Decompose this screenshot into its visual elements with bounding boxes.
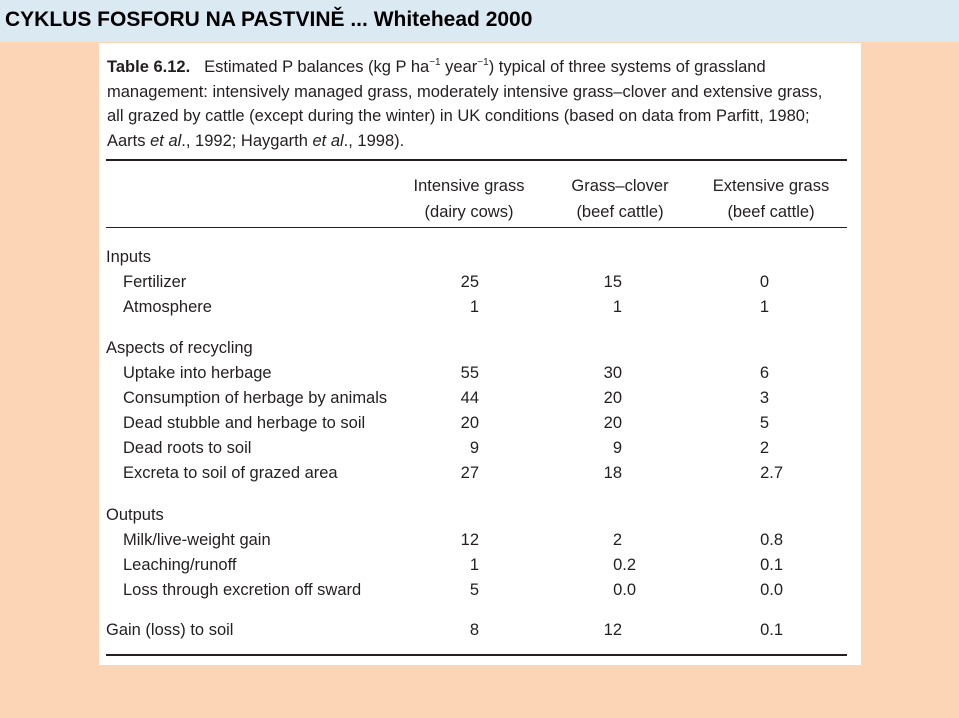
- caption-italic: et al: [150, 131, 182, 150]
- table-number: Table 6.12.: [107, 58, 191, 76]
- section-title-inputs: Inputs: [106, 248, 151, 266]
- caption-text: ., 1992; Haygarth: [181, 131, 313, 150]
- column-header-extensive: [701, 173, 841, 225]
- table-cell: 0.8: [760, 531, 783, 549]
- row-label: Loss through excretion off sward: [123, 581, 362, 599]
- table-cell: 5: [759, 414, 769, 432]
- caption-text: Estimated P balances (kg P ha: [204, 58, 430, 76]
- row-label: Leaching/runoff: [123, 556, 237, 574]
- table-cell: 20: [460, 414, 479, 432]
- header-rule: [106, 227, 847, 228]
- caption-italic: et al: [312, 131, 344, 150]
- table-cell: 20: [603, 389, 622, 407]
- table-cell: 1: [759, 298, 769, 316]
- table-cell: 18: [603, 464, 622, 482]
- table-cell: 25: [460, 273, 479, 291]
- slide-title-bar: [0, 0, 959, 42]
- table-cell: 0.0: [760, 581, 783, 599]
- table-cell: 15: [603, 273, 622, 291]
- table-cell: 0.0: [613, 581, 636, 599]
- table-cell: 0.2: [613, 556, 636, 574]
- table-cell: 44: [460, 389, 479, 407]
- table-cell: 0.1: [760, 621, 783, 639]
- table-cell: 0: [759, 273, 769, 291]
- table-cell: 3: [759, 389, 769, 407]
- table-caption: [107, 55, 847, 153]
- caption-line-4: [107, 129, 847, 154]
- caption-line-1: [107, 55, 847, 80]
- section-title-recycling: Aspects of recycling: [106, 339, 253, 357]
- column-header-line: (beef cattle): [576, 203, 664, 221]
- table-cell: 1: [469, 298, 479, 316]
- row-label: Dead roots to soil: [123, 439, 252, 457]
- table-cell: 9: [612, 439, 622, 457]
- table-cell: 0.1: [760, 556, 783, 574]
- table-cell: 2: [759, 439, 769, 457]
- caption-text: ) typical of three systems of grassland: [488, 58, 766, 76]
- table-cell: 5: [469, 581, 479, 599]
- column-header-grass-clover: [550, 173, 690, 225]
- caption-text: Aarts: [107, 131, 151, 150]
- caption-text: year: [440, 58, 478, 76]
- row-label: Uptake into herbage: [123, 364, 272, 382]
- table-page: [99, 43, 861, 665]
- table-cell: 1: [612, 298, 622, 316]
- table-cell: 12: [603, 621, 622, 639]
- bottom-rule: [106, 654, 847, 656]
- row-label: Excreta to soil of grazed area: [123, 464, 338, 482]
- row-label: Atmosphere: [123, 298, 212, 316]
- table-cell: 30: [603, 364, 622, 382]
- table-cell: 2.7: [760, 464, 783, 482]
- caption-text: ., 1998).: [343, 131, 405, 150]
- row-label: Milk/live-weight gain: [123, 531, 271, 549]
- table-cell: 8: [469, 621, 479, 639]
- table-cell: 1: [469, 556, 479, 574]
- table-cell: 27: [460, 464, 479, 482]
- caption-line-2: management: intensively managed grass, moderately intensive grass–clover and extensive grass,: [107, 82, 823, 101]
- row-label: Consumption of herbage by animals: [123, 389, 388, 407]
- column-header-line: Intensive grass: [413, 177, 525, 195]
- top-rule: [106, 159, 847, 161]
- caption-superscript: −1: [429, 57, 441, 68]
- table-cell: 6: [759, 364, 769, 382]
- table-cell: 2: [612, 531, 622, 549]
- column-header-intensive: [399, 173, 539, 225]
- caption-superscript: −1: [477, 57, 489, 68]
- column-header-line: Grass–clover: [571, 177, 669, 195]
- table-cell: 12: [460, 531, 479, 549]
- caption-line-3: all grazed by cattle (except during the winter) in UK conditions (based on data from Parfitt, 1980;: [107, 107, 810, 125]
- column-header-line: (beef cattle): [727, 203, 815, 221]
- row-label: Dead stubble and herbage to soil: [123, 414, 366, 432]
- row-label: Fertilizer: [123, 273, 187, 291]
- column-header-line: (dairy cows): [424, 203, 514, 221]
- table-cell: 9: [469, 439, 479, 457]
- table-cell: 55: [460, 364, 479, 382]
- section-title-outputs: Outputs: [106, 506, 164, 524]
- column-header-line: Extensive grass: [712, 177, 830, 195]
- table-cell: 20: [603, 414, 622, 432]
- slide-title: CYKLUS FOSFORU NA PASTVINĚ ... Whitehead 2000: [5, 8, 533, 31]
- total-row-label: Gain (loss) to soil: [106, 621, 234, 639]
